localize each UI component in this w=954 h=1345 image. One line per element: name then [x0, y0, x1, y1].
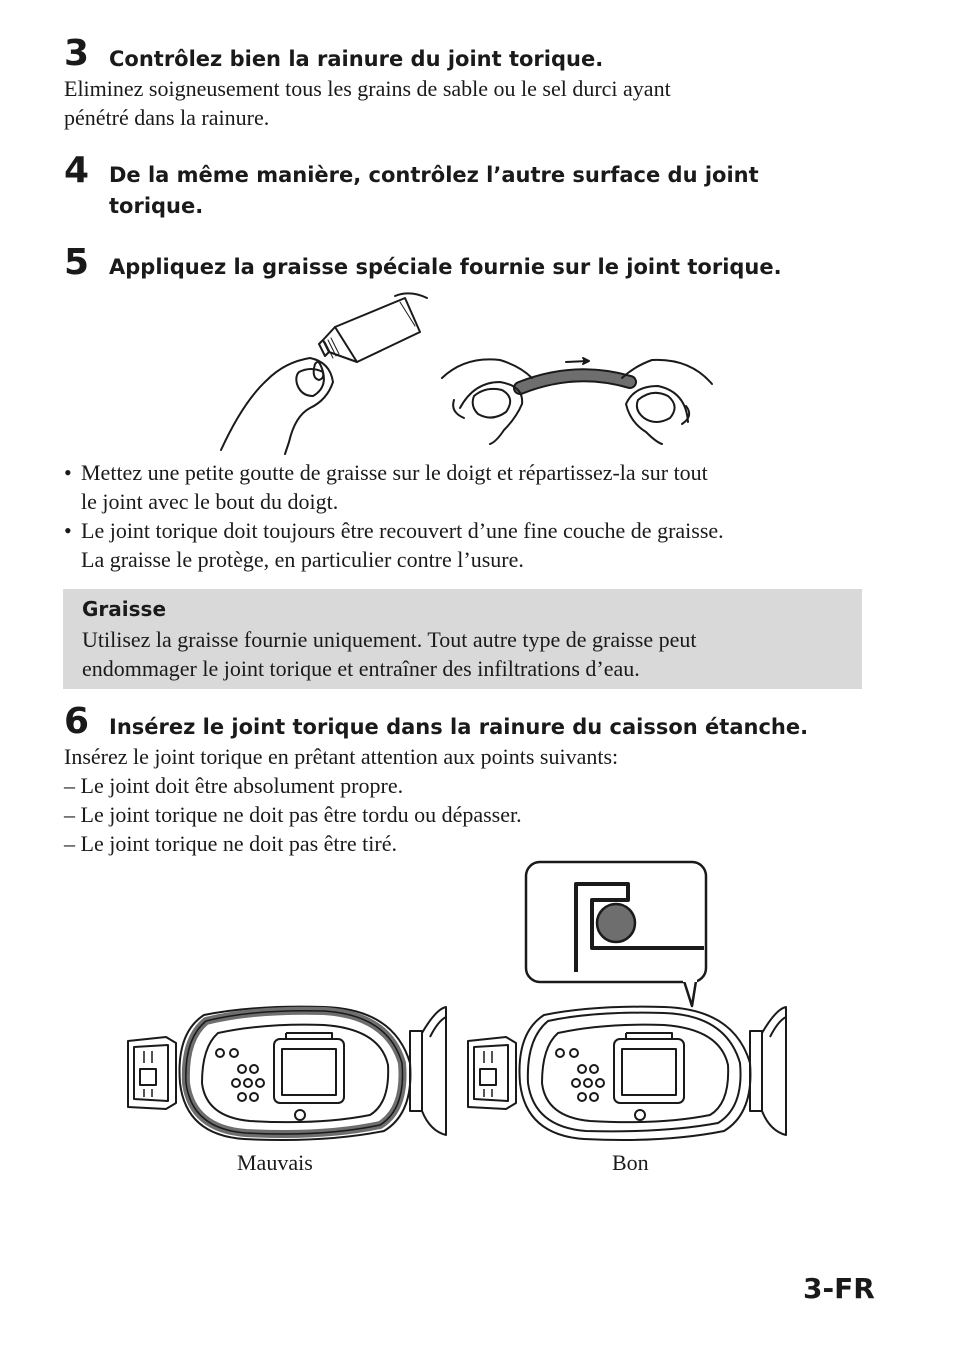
step-3-text-line: Eliminez soigneusement tous les grains de sable ou le sel durci ayant — [64, 76, 671, 101]
page-number: 3-FR — [803, 1272, 875, 1305]
caption-good: Bon — [612, 1150, 649, 1175]
groove-detail-callout — [524, 860, 710, 1020]
grease-bullet-list — [64, 458, 864, 574]
step-4-title-line: De la même manière, contrôlez l’autre surface du joint — [109, 163, 759, 187]
bullet-line: • Le joint torique doit toujours être recouvert d’une fine couche de graisse. — [81, 518, 724, 543]
bullet-line: le joint avec le bout du doigt. — [81, 489, 339, 514]
step-3-text-line: pénétré dans la rainure. — [64, 105, 270, 130]
bullet-line: • Mettez une petite goutte de graisse sur le doigt et répartissez-la sur tout — [81, 460, 708, 485]
step-3-text — [64, 74, 671, 132]
list-item: – Le joint torique ne doit pas être tordu ou dépasser. — [64, 802, 522, 827]
step-6-dash-list — [64, 771, 522, 858]
housing-bad-illustration — [124, 1003, 446, 1143]
grease-tube-illustration — [215, 292, 445, 454]
step-6-title: Insérez le joint torique dans la rainure du caisson étanche. — [109, 715, 809, 739]
note-title: Graisse — [82, 597, 167, 621]
list-item: – Le joint torique ne doit pas être tiré. — [64, 831, 397, 856]
list-item — [64, 458, 864, 516]
note-line: Utilisez la graisse fournie uniquement. Tout autre type de graisse peut — [82, 627, 697, 652]
list-item — [64, 516, 864, 574]
note-line: endommager le joint torique et entraîner des infiltrations d’eau. — [82, 656, 640, 681]
note-text — [82, 625, 852, 683]
caption-bad: Mauvais — [237, 1150, 313, 1175]
step-4-title — [109, 160, 759, 222]
step-3-title: Contrôlez bien la rainure du joint torique. — [109, 47, 604, 71]
step-6-intro: Insérez le joint torique en prêtant attention aux points suivants: — [64, 744, 619, 769]
step-4-title-line: torique. — [109, 194, 204, 218]
housing-good-illustration — [464, 1003, 786, 1143]
step-3-number: 3 — [64, 33, 90, 74]
grease-note-box — [63, 589, 862, 689]
step-5-number: 5 — [64, 242, 90, 283]
step-6-number: 6 — [64, 701, 90, 742]
step-4-number: 4 — [64, 150, 90, 191]
list-item: – Le joint doit être absolument propre. — [64, 773, 404, 798]
oring-fingers-illustration — [440, 352, 715, 448]
bullet-line: La graisse le protège, en particulier contre l’usure. — [81, 547, 524, 572]
step-5-title: Appliquez la graisse spéciale fournie sur le joint torique. — [109, 255, 782, 279]
